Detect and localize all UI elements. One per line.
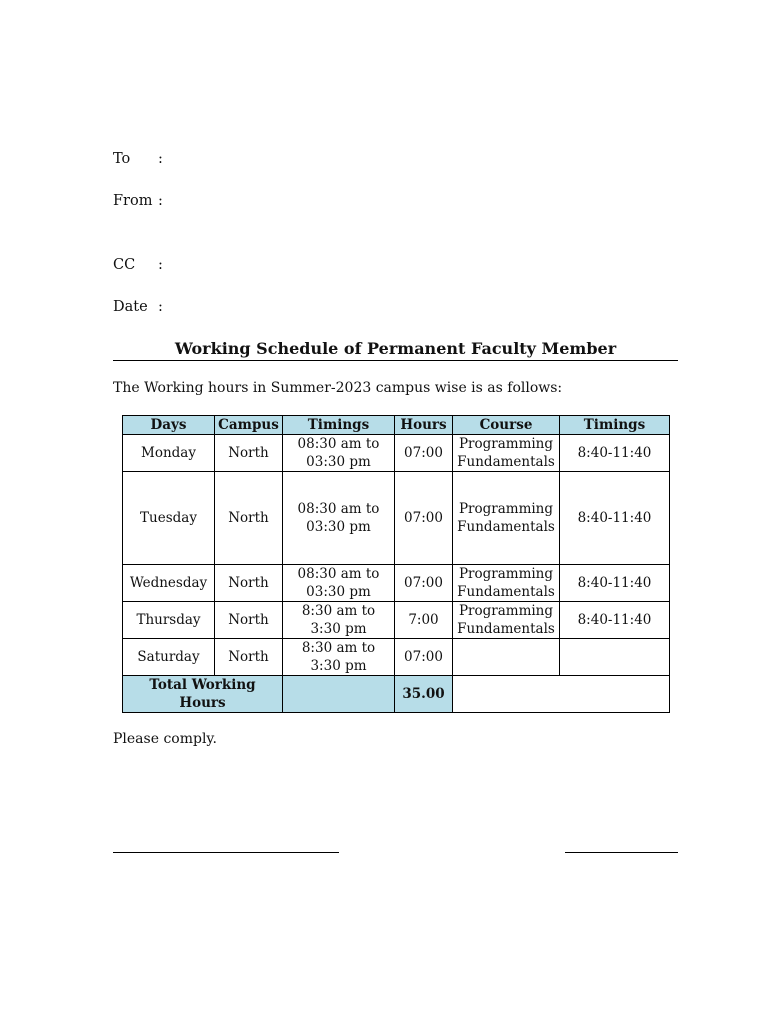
timings-cell	[283, 472, 395, 565]
course-timings-cell: 8:40-11:40	[560, 602, 670, 639]
timings-line-1: 8:30 am to	[301, 603, 376, 619]
course-cell	[453, 602, 560, 639]
date-field	[113, 298, 163, 316]
course-cell	[453, 565, 560, 602]
timings-cell	[283, 639, 395, 676]
course-line-1: Programming	[458, 501, 554, 517]
timings-line-2: 03:30 pm	[306, 584, 371, 600]
date-colon: :	[158, 299, 163, 315]
total-label: Total Working Hours	[123, 676, 283, 713]
hours-cell: 7:00	[395, 602, 453, 639]
day-cell: Wednesday	[123, 565, 215, 602]
hours-cell: 07:00	[395, 435, 453, 472]
header-campus: Campus	[215, 416, 283, 435]
timings-line-2: 3:30 pm	[310, 621, 367, 637]
signature-line-left	[113, 852, 339, 853]
campus-cell: North	[215, 472, 283, 565]
course-cell	[453, 435, 560, 472]
table-row	[123, 639, 670, 676]
hours-cell: 07:00	[395, 639, 453, 676]
from-label: From	[113, 193, 153, 209]
title-underline	[113, 360, 678, 361]
document-title: Working Schedule of Permanent Faculty Member	[174, 339, 617, 358]
day-cell: Saturday	[123, 639, 215, 676]
campus-cell: North	[215, 565, 283, 602]
timings-cell	[283, 602, 395, 639]
to-field	[113, 150, 163, 168]
timings-line-1: 08:30 am to	[297, 436, 380, 452]
day-cell: Monday	[123, 435, 215, 472]
cc-field	[113, 256, 163, 274]
course-timings-cell: 8:40-11:40	[560, 472, 670, 565]
course-timings-cell: 8:40-11:40	[560, 435, 670, 472]
header-days: Days	[123, 416, 215, 435]
cc-colon: :	[158, 257, 163, 273]
timings-line-2: 03:30 pm	[306, 519, 371, 535]
closing-text: Please comply.	[113, 731, 217, 747]
table-row	[123, 435, 670, 472]
timings-line-2: 03:30 pm	[306, 454, 371, 470]
header-course-timings: Timings	[560, 416, 670, 435]
schedule-table	[122, 415, 670, 713]
total-hours-value: 35.00	[395, 676, 453, 713]
total-row	[123, 676, 670, 713]
course-timings-cell: 8:40-11:40	[560, 565, 670, 602]
day-cell: Tuesday	[123, 472, 215, 565]
timings-line-1: 8:30 am to	[301, 640, 376, 656]
course-line-2: Fundamentals	[457, 519, 555, 535]
course-line-1: Programming	[458, 566, 554, 582]
course-line-2: Fundamentals	[457, 584, 555, 600]
table-row	[123, 472, 670, 565]
cc-label: CC	[113, 257, 136, 273]
course-timings-cell	[560, 639, 670, 676]
total-empty-cell	[453, 676, 670, 713]
from-field	[113, 192, 163, 210]
course-cell	[453, 639, 560, 676]
timings-line-1: 08:30 am to	[297, 501, 380, 517]
course-cell	[453, 472, 560, 565]
hours-cell: 07:00	[395, 472, 453, 565]
table-header-row	[123, 416, 670, 435]
campus-cell: North	[215, 639, 283, 676]
day-cell: Thursday	[123, 602, 215, 639]
course-line-2: Fundamentals	[457, 621, 555, 637]
timings-line-1: 08:30 am to	[297, 566, 380, 582]
hours-cell: 07:00	[395, 565, 453, 602]
timings-cell	[283, 435, 395, 472]
course-line-2: Fundamentals	[457, 454, 555, 470]
campus-cell: North	[215, 435, 283, 472]
course-line-1: Programming	[458, 603, 554, 619]
timings-cell	[283, 565, 395, 602]
header-hours: Hours	[395, 416, 453, 435]
timings-line-2: 3:30 pm	[310, 658, 367, 674]
campus-cell: North	[215, 602, 283, 639]
signature-line-right	[565, 852, 678, 853]
from-colon: :	[158, 193, 163, 209]
to-colon: :	[158, 151, 163, 167]
header-timings: Timings	[283, 416, 395, 435]
date-label: Date	[113, 299, 148, 315]
table-row	[123, 565, 670, 602]
table-row	[123, 602, 670, 639]
course-line-1: Programming	[458, 436, 554, 452]
to-label: To	[113, 151, 131, 167]
header-course: Course	[453, 416, 560, 435]
intro-text: The Working hours in Summer-2023 campus wise is as follows:	[113, 380, 563, 396]
total-blank-cell	[283, 676, 395, 713]
